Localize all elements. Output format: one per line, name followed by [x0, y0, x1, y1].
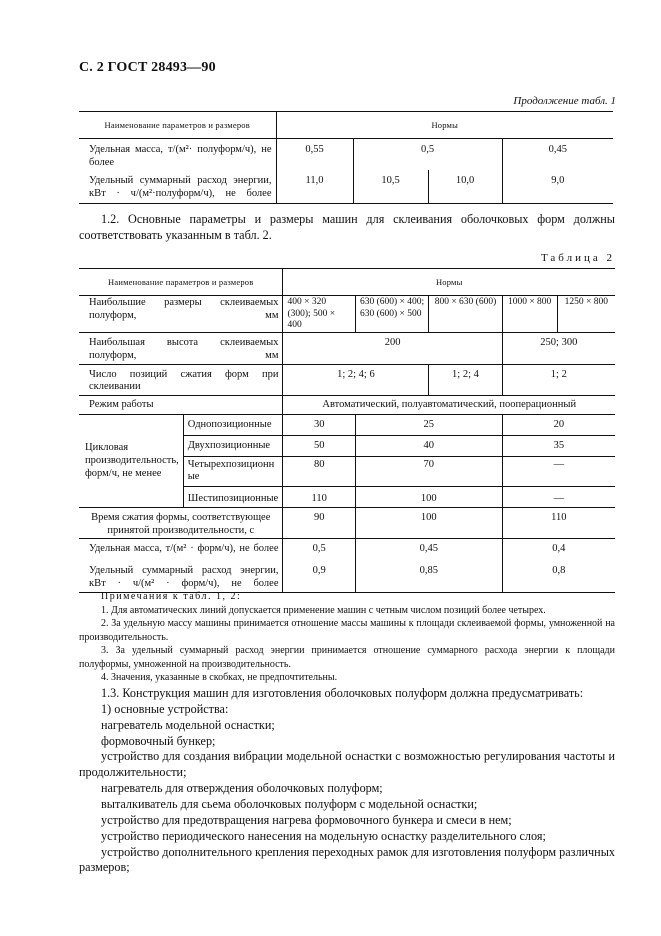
cell: 110	[283, 486, 355, 508]
table-1-header-row	[79, 112, 613, 139]
cell: 0,4	[502, 539, 615, 557]
cell: 11,0	[276, 170, 353, 203]
table-1-norms-header: Нормы	[276, 112, 613, 139]
row-label: Режим работы	[89, 398, 154, 410]
table-row	[79, 139, 613, 171]
note-item: 4. Значения, указанные в скобках, не предпочтительны.	[101, 672, 338, 683]
paragraph-1-3-item: устройство периодического нанесения на модельную оснастку разделительного слоя;	[101, 828, 546, 843]
cell: 0,5	[353, 139, 502, 171]
note-item: 1. Для автоматических линий допускается применение машин с четным числом позиций более четырех.	[101, 604, 546, 616]
paragraph-1-3-item: нагреватель модельной оснастки;	[101, 717, 275, 732]
cell: 1250 × 800	[557, 296, 615, 333]
table-row-mass	[79, 539, 615, 557]
page-header: С. 2 ГОСТ 28493—90	[79, 60, 216, 75]
paragraph-1-3-item: 1) основные устройства:	[101, 701, 229, 716]
cell: 0,45	[355, 539, 502, 557]
cell: 1000 × 800	[502, 296, 557, 333]
cell: 250; 300	[502, 333, 615, 364]
cell: 0,45	[502, 139, 613, 171]
cell: —	[502, 456, 615, 486]
cell: 0,9	[283, 557, 355, 593]
notes-block	[79, 590, 615, 685]
cell: 20	[502, 415, 615, 436]
paragraph-1-3-item: устройство дополнительного крепления переходных рамок для изготовления полуформ различных размеров;	[79, 844, 615, 875]
cell: 100	[355, 486, 502, 508]
notes-title: Примечания к табл. 1, 2:	[101, 591, 242, 602]
cell: 9,0	[502, 170, 613, 203]
paragraph-1-3-item: устройство для предотвращения нагрева формовочного бункера и смеси в нем;	[101, 812, 512, 827]
cell: 1; 2; 4; 6	[283, 364, 429, 395]
row-label: Цикловая производительность, форм/ч, не менее	[85, 442, 179, 479]
table-2	[79, 268, 615, 593]
note-item: 3. За удельный суммарный расход энергии принимается отношение суммарного расхода энергии к площади полуформы, умноженной на производительность.	[79, 645, 615, 670]
cell: 90	[283, 508, 355, 539]
row-sublabel: Шестипозиционные	[183, 486, 283, 508]
row-sublabel: Двухпозиционные	[183, 435, 283, 456]
cell: 50	[283, 435, 355, 456]
table-2-header-row	[79, 269, 615, 296]
table-row-positions	[79, 364, 615, 395]
cell: 35	[502, 435, 615, 456]
paragraph-1-3-item: формовочный бункер;	[101, 733, 216, 748]
cell: 80	[283, 456, 355, 486]
cell: 0,85	[355, 557, 502, 593]
row-label: Удельный суммарный расход энергии, кВт · ч/(м² · форм/ч), не более	[89, 565, 279, 589]
cell: 200	[283, 333, 502, 364]
cell: 0,8	[502, 557, 615, 593]
table-row-height	[79, 333, 615, 364]
cell: 400 × 320 (300); 500 × 400	[283, 296, 355, 333]
cell: Автоматический, полуавтоматический, пооперационный	[283, 395, 615, 415]
row-label: Наибольшие размеры склеиваемых полуформ, мм	[89, 297, 279, 321]
row-label: Удельная масса, т/(м² · форм/ч), не более	[89, 543, 279, 555]
row-label: Время сжатия формы, соответствующее принятой производительности, с	[91, 512, 271, 536]
paragraph-1-3-item: выталкиватель для сьема оболочковых полуформ с модельной оснастки;	[101, 797, 478, 812]
paragraph-1-3	[79, 686, 615, 876]
table-2-param-header: Наименование параметров и размеров	[108, 277, 254, 287]
row-label: Наибольшая высота склеиваемых полуформ, мм	[89, 337, 279, 361]
cell: 70	[355, 456, 502, 486]
cell: 30	[283, 415, 355, 436]
cell: 1; 2	[502, 364, 615, 395]
paragraph-1-3-item: нагреватель для отверждения оболочковых полуформ;	[101, 781, 383, 796]
cell: 10,0	[428, 170, 502, 203]
table-2-title: Таблица 2	[540, 252, 615, 264]
cell: 10,5	[353, 170, 428, 203]
row-sublabel: Четырехпозиционные	[183, 456, 283, 486]
table-2-norms-header: Нормы	[283, 269, 615, 296]
table-row-mode	[79, 395, 615, 415]
table-row-sizes	[79, 296, 615, 333]
table-row-energy	[79, 557, 615, 593]
row-label: Удельный суммарный расход энергии, кВт · ч/(м²·полуформ/ч), не более	[89, 175, 272, 199]
cell: 1; 2; 4	[429, 364, 502, 395]
paragraph-1-3-item: устройство для создания вибрации модельной оснастки с возможностью регулирования частоты и продолжительности;	[79, 749, 615, 780]
paragraph-1-2	[79, 212, 615, 244]
cell: 25	[355, 415, 502, 436]
cell: 630 (600) × 400; 630 (600) × 500	[355, 296, 428, 333]
table-1	[79, 111, 613, 204]
cell: 100	[355, 508, 502, 539]
cell: —	[502, 486, 615, 508]
cell: 0,5	[283, 539, 355, 557]
cell: 110	[502, 508, 615, 539]
cell: 40	[355, 435, 502, 456]
row-label: Число позиций сжатия форм при склеивании	[89, 368, 279, 393]
table-1-param-header: Наименование параметров и размеров	[104, 120, 250, 130]
table-row-time	[79, 508, 615, 539]
table-row-cyclic	[79, 415, 615, 436]
paragraph-1-2-text: 1.2. Основные параметры и размеры машин для склеивания оболочковых форм должны соответствовать указанным в табл. 2.	[79, 212, 615, 242]
paragraph-1-3-intro: 1.3. Конструкция машин для изготовления оболочковых полуформ должна предусматривать:	[101, 686, 584, 700]
note-item: 2. За удельную массу машины принимается отношение массы машины к площади склеиваемой формы, умноженной на производительность.	[79, 618, 615, 643]
table-row	[79, 170, 613, 203]
row-sublabel: Однопозиционные	[183, 415, 283, 436]
table-continuation-label: Продолжение табл. 1	[513, 95, 616, 107]
cell: 800 × 630 (600)	[429, 296, 502, 333]
cell: 0,55	[276, 139, 353, 171]
row-label: Удельная масса, т/(м²· полуформ/ч), не более	[89, 144, 272, 168]
